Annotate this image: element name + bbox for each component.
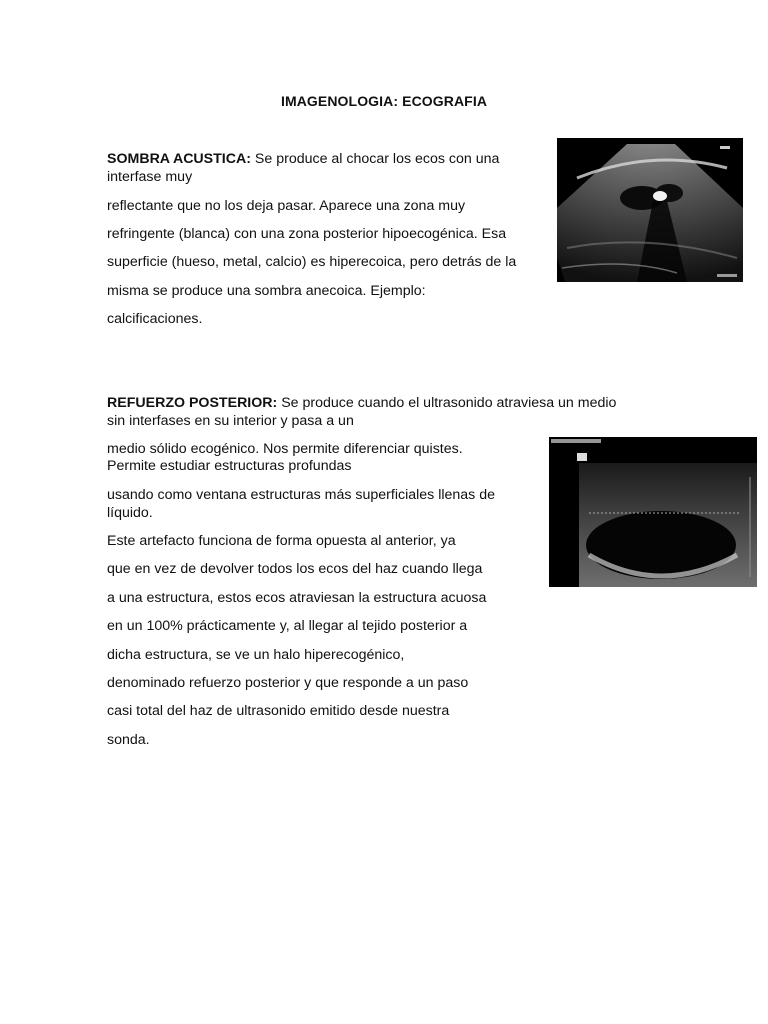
section2-text: casi total del haz de ultrasonido emitido desde nuestra [107,703,450,719]
section2-text: que en vez de devolver todos los ecos del haz cuando llega [107,561,483,577]
section1-text: interfase muy [107,169,193,185]
section1-first-line [107,151,499,168]
section2-heading: REFUERZO POSTERIOR: [107,395,278,411]
section2-text: a una estructura, estos ecos atraviesan la estructura acuosa [107,590,487,606]
section2-text: denominado refuerzo posterior y que responde a un paso [107,675,469,691]
section1-text: refringente (blanca) con una zona posterior hipoecogénica. Esa [107,226,507,242]
page-title: IMAGENOLOGIA: ECOGRAFIA [280,93,488,109]
section2-text: en un 100% prácticamente y, al llegar al tejido posterior a [107,618,468,634]
section2-text: sin interfases en su interior y pasa a un [107,413,354,429]
section2-text: Permite estudiar estructuras profundas [107,458,352,474]
section2-text: dicha estructura, se ve un halo hiperecogénico, [107,647,405,663]
section2-text: Se produce cuando el ultrasonido atraviesa un medio [277,395,617,411]
section1-text: misma se produce una sombra anecoica. Ejemplo: [107,283,426,299]
section2-text: Este artefacto funciona de forma opuesta al anterior, ya [107,533,456,549]
section1-text: calcificaciones. [107,311,203,327]
section2-text: medio sólido ecogénico. Nos permite diferenciar quistes. [107,441,463,457]
section2-text: usando como ventana estructuras más superficiales llenas de [107,487,496,503]
section1-text: reflectante que no los deja pasar. Aparece una zona muy [107,198,466,214]
ultrasound-image-enhancement [549,437,757,587]
section2-first-line [107,395,616,412]
section2-text: sonda. [107,732,150,748]
section1-text: Se produce al chocar los ecos con una [250,151,500,167]
section1-heading: SOMBRA ACUSTICA: [107,151,251,167]
section2-text: líquido. [107,505,153,521]
section1-text: superficie (hueso, metal, calcio) es hiperecoica, pero detrás de la [107,254,517,270]
ultrasound-image-shadow [557,138,743,282]
